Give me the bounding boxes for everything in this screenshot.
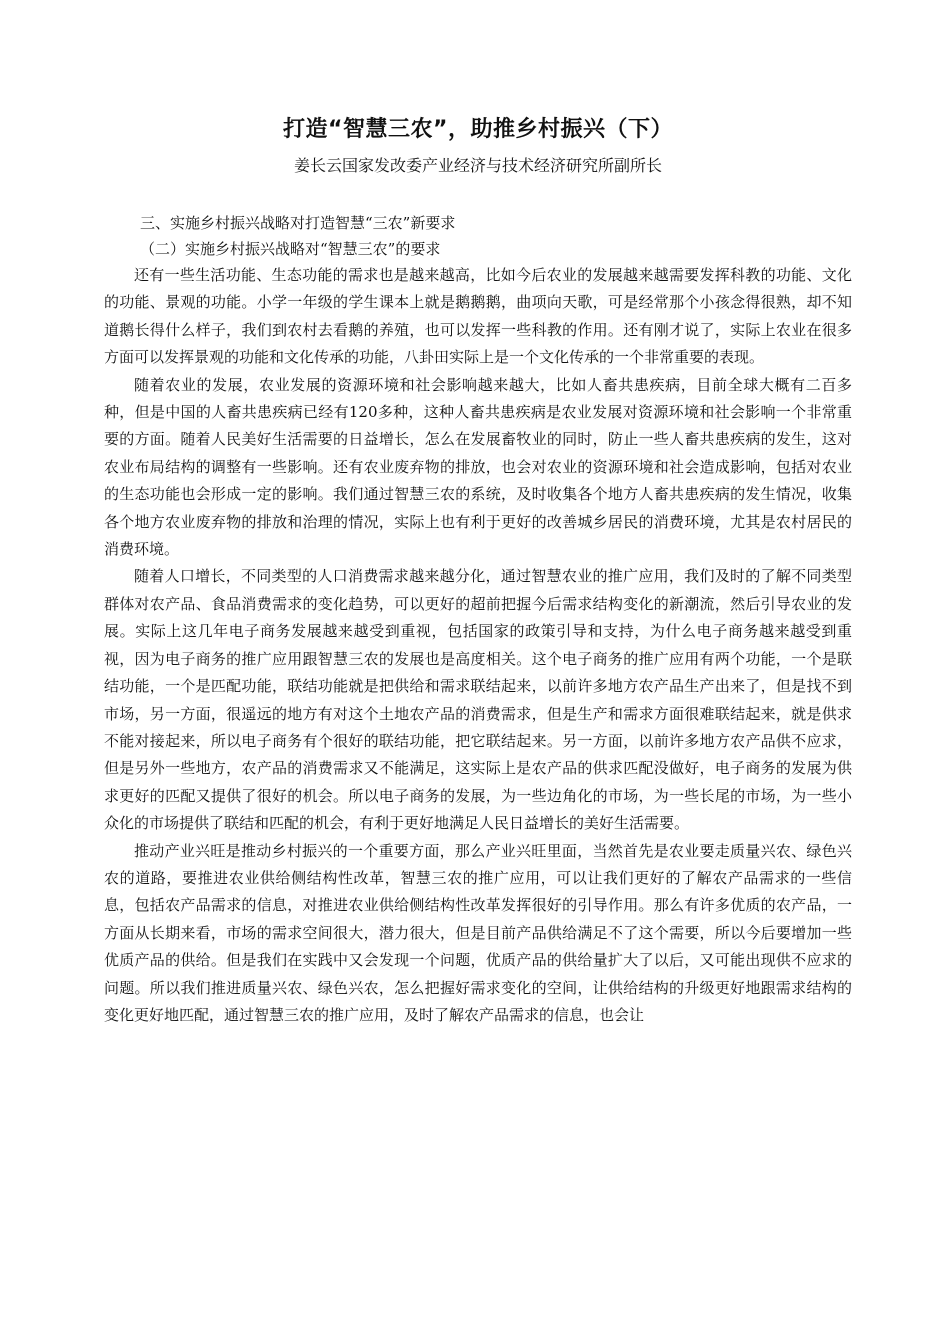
author-line: 姜长云国家发改委产业经济与技术经济研究所副所长 bbox=[293, 156, 662, 175]
paragraph: 随着农业的发展，农业发展的资源环境和社会影响越来越大，比如人畜共患疾病，目前全球大概有二百多种，但是中国的人畜共患疾病已经有120多种，这种人畜共患疾病是农业发展对资源环境和社会影响一个非常重要的方面。随着人民美好生活需要的日益增长，怎么在发展畜牧业的同时，防止一些人畜共患疾病的发生，这对农业布局结构的调整有一些影响。还有农业废弃物的排放，也会对农业的资源环境和社会造成影响，包括对农业的生态功能也会形成一定的影响。我们通过智慧三农的系统，及时收集各个地方人畜共患疾病的发生情况，收集各个地方农业废弃物的排放和治理的情况，实际上也有利于更好的改善城乡居民的消费环境，尤其是农村居民的消费环境。 bbox=[104, 375, 852, 559]
paragraph: 随着人口增长，不同类型的人口消费需求越来越分化，通过智慧农业的推广应用，我们及时的了解不同类型群体对农产品、食品消费需求的变化趋势，可以更好的超前把握今后需求结构变化的新潮流，然后引导农业的发展。实际上这几年电子商务发展越来越受到重视，包括国家的政策引导和支持，为什么电子商务越来越受到重视，因为电子商务的推广应用跟智慧三农的发展也是高度相关。这个电子商务的推广应用有两个功能，一个是联结功能，一个是匹配功能，联结功能就是把供给和需求联结起来，以前许多地方农产品生产出来了，但是找不到市场，另一方面，很遥远的地方有对这个土地农产品的消费需求，但是生产和需求方面很难联结起来，就是供求不能对接起来，所以电子商务有个很好的联结功能，把它联结起来。另一方面，以前许多地方农产品供不应求，但是另外一些地方，农产品的消费需求又不能满足，这实际上是农产品的供求匹配没做好，电子商务的发展为供求更好的匹配又提供了很好的机会。所以电子商务的发展，为一些边角化的市场，为一些长尾的市场，为一些小众化的市场提供了联结和匹配的机会，有利于更好地满足人民日益增长的美好生活需要。 bbox=[104, 567, 852, 833]
paragraph: 推动产业兴旺是推动乡村振兴的一个重要方面，那么产业兴旺里面，当然首先是农业要走质量兴农、绿色兴农的道路，要推进农业供给侧结构性改革，智慧三农的推广应用，可以让我们更好的了解农产品需求的一些信息，包括农产品需求的信息，对推进农业供给侧结构性改革发挥很好的引导作用。那么有许多优质的农产品，一方面从长期来看，市场的需求空间很大，潜力很大，但是目前产品供给满足不了这个需要，所以今后要增加一些优质产品的供给。但是我们在实践中又会发现一个问题，优质产品的供给量扩大了以后，又可能出现供不应求的问题。所以我们推进质量兴农、绿色兴农，怎么把握好需求变化的空间，让供给结构的升级更好地跟需求结构的变化更好地匹配，通过智慧三农的推广应用，及时了解农产品需求的信息，也会让 bbox=[104, 841, 852, 1024]
paragraph: 还有一些生活功能、生态功能的需求也是越来越高，比如今后农业的发展越来越需要发挥科教的功能、文化的功能、景观的功能。小学一年级的学生课本上就是鹅鹅鹅，曲项向天歌，可是经常那个小孩念得很熟，却不知道鹅长得什么样子，我们到农村去看鹅的养殖，也可以发挥一些科教的作用。还有刚才说了，实际上农业在很多方面可以发挥景观的功能和文化传承的功能，八卦田实际上是一个文化传承的一个非常重要的表现。 bbox=[104, 266, 852, 367]
document-title: 打造“智慧三农”，助推乡村振兴（下） bbox=[283, 117, 673, 142]
subsection-heading: （二）实施乡村振兴战略对“智慧三农”的要求 bbox=[140, 240, 441, 258]
section-heading: 三、实施乡村振兴战略对打造智慧“三农”新要求 bbox=[140, 214, 456, 232]
document-page bbox=[104, 112, 852, 1029]
